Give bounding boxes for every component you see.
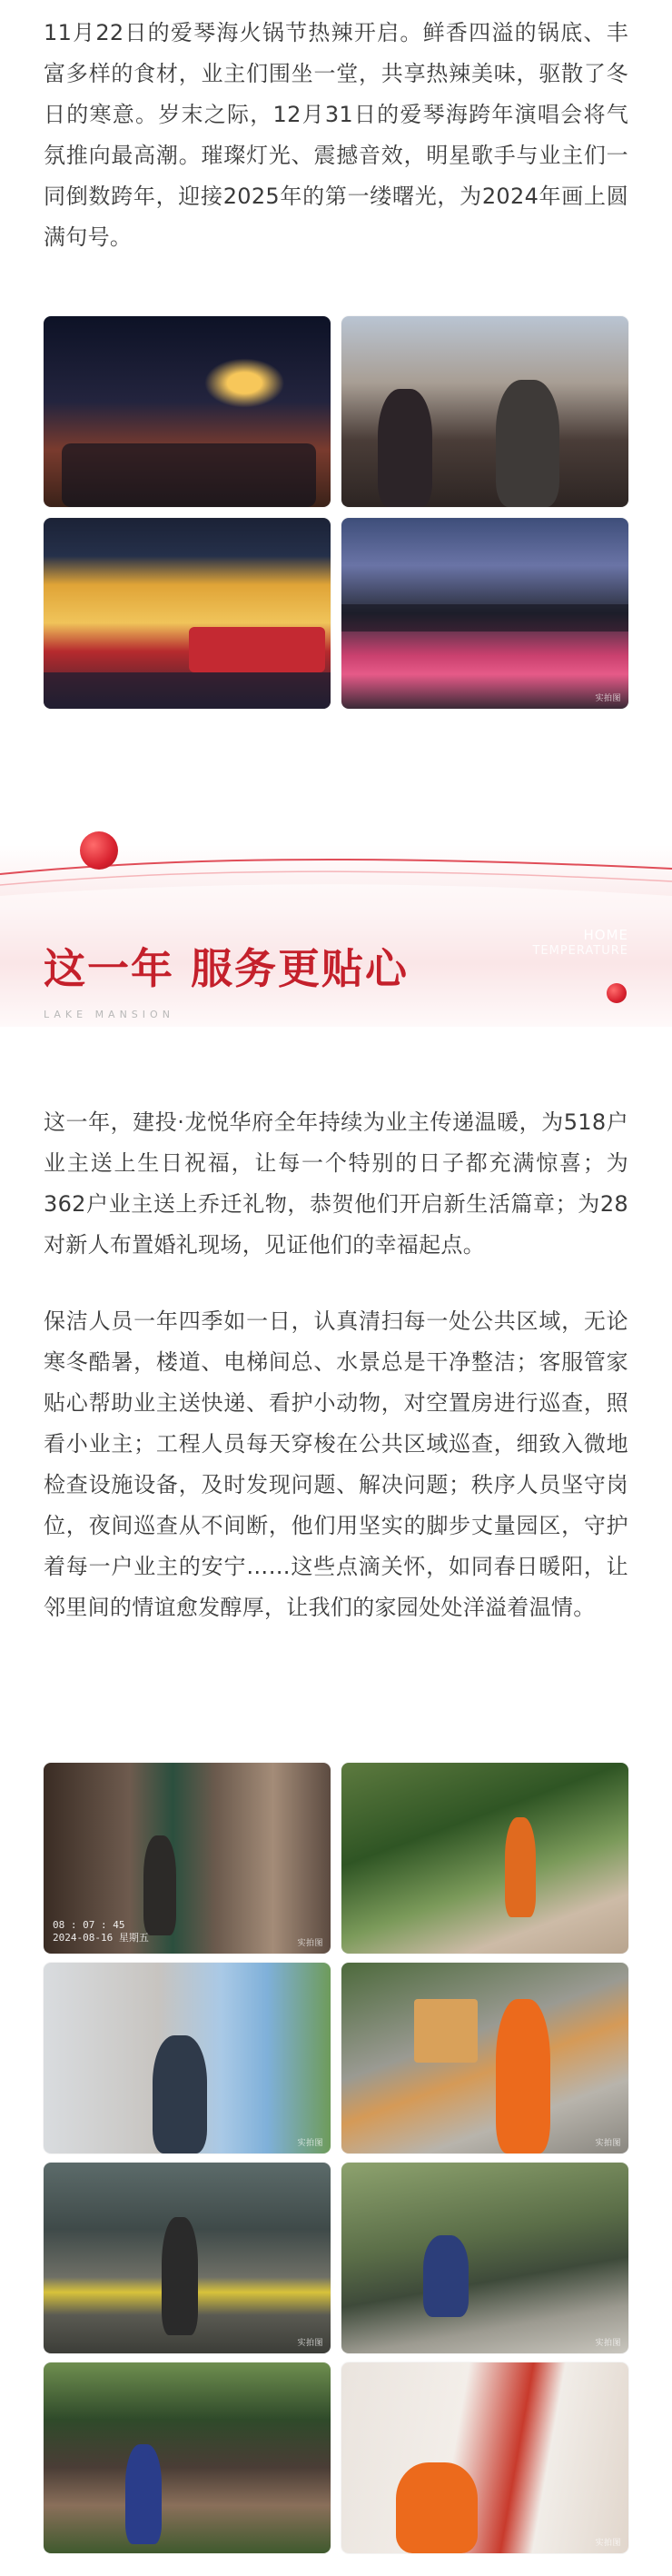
staff-silhouette [396, 2462, 478, 2553]
staff-silhouette [153, 2035, 207, 2153]
crowd-silhouette [341, 604, 628, 632]
corner-label-line2: TEMPERATURE [532, 944, 628, 958]
red-banner [189, 627, 325, 672]
staff-silhouette [496, 1999, 550, 2153]
photo-event-crowd [341, 316, 628, 507]
parcel-box [414, 1999, 478, 2063]
watermark-label: 实拍图 [595, 694, 621, 703]
intro-paragraph: 11月22日的爱琴海火锅节热辣开启。鲜香四溢的锅底、丰富多样的食材，业主们围坐一堂，共享热辣美味，驱散了冬日的寒意。岁末之际，12月31日的爱琴海跨年演唱会将气氛推向最高潮。璀璨灯光、震撼音效，明星歌手与业主们一同倒数跨年，迎接2025年的第一缕曙光，为2024年画上圆满句号。 [44, 20, 628, 250]
photo-golden-building [44, 518, 331, 709]
photo-cleaning-lobby [44, 1763, 331, 1954]
photo-pavilion-maintenance [44, 2362, 331, 2553]
timestamp-date: 2024-08-16 星期五 [53, 1932, 149, 1944]
watermark-label: 实拍图 [595, 2139, 621, 2148]
photo-hotpot-festival-night [44, 316, 331, 507]
watermark-label: 实拍图 [595, 2339, 621, 2348]
staff-silhouette [423, 2235, 469, 2317]
watermark-label: 实拍图 [297, 1939, 323, 1948]
watermark-label: 实拍图 [595, 2539, 621, 2548]
staff-silhouette [505, 1817, 536, 1917]
photo-garden-patrol [341, 1763, 628, 1954]
staff-silhouette [125, 2444, 162, 2544]
timestamp-time: 08 : 07 : 45 [53, 1919, 125, 1931]
corner-label-line1: HOME [583, 927, 628, 943]
body-paragraph-1: 这一年，建投·龙悦华府全年持续为业主传递温暖，为518户业主送上生日祝福，让每一个特别的日子都充满惊喜；为362户业主送上乔迁礼物，恭贺他们开启新生活篇章；为28对新人布置婚礼现场，见证他们的幸福起点。 [44, 1109, 628, 1258]
photo-timestamp [53, 1919, 149, 1944]
staff-silhouette [162, 2217, 198, 2335]
decorative-red-dot [80, 831, 118, 870]
decorative-red-dot-small [607, 983, 627, 1003]
photo-notice-board [341, 2362, 628, 2553]
photo-window-cleaning [44, 1963, 331, 2153]
watermark-label: 实拍图 [297, 2339, 323, 2348]
photo-countdown-concert [341, 518, 628, 709]
section-title: 这一年 服务更贴心 [44, 944, 410, 993]
photo-water-feature-cleaning [341, 2163, 628, 2353]
photo-parcel-delivery [341, 1963, 628, 2153]
person-silhouette [378, 389, 432, 507]
corner-label [532, 927, 628, 960]
person-silhouette [496, 380, 559, 507]
crowd-silhouette [62, 443, 316, 507]
section-subtitle: LAKE MANSION [44, 1009, 174, 1020]
watermark-label: 实拍图 [297, 2139, 323, 2148]
crowd-silhouette [44, 672, 331, 709]
body-paragraph-2: 保洁人员一年四季如一日，认真清扫每一处公共区域，无论寒冬酷暑，楼道、电梯间总、水景总是干净整洁；客服管家贴心帮助业主送快递、看护小动物，对空置房进行巡查，照看小业主；工程人员每天穿梭在公共区域巡查，细致入微地检查设施设备，及时发现问题、解决问题；秩序人员坚守岗位，夜间巡查从不间断，他们用坚实的脚步丈量园区，守护着每一户业主的安宁……这些点滴关怀，如同春日暖阳，让邻里间的情谊愈发醇厚，让我们的家园处处洋溢着温情。 [44, 1308, 628, 1620]
photo-garage-inspection [44, 2163, 331, 2353]
